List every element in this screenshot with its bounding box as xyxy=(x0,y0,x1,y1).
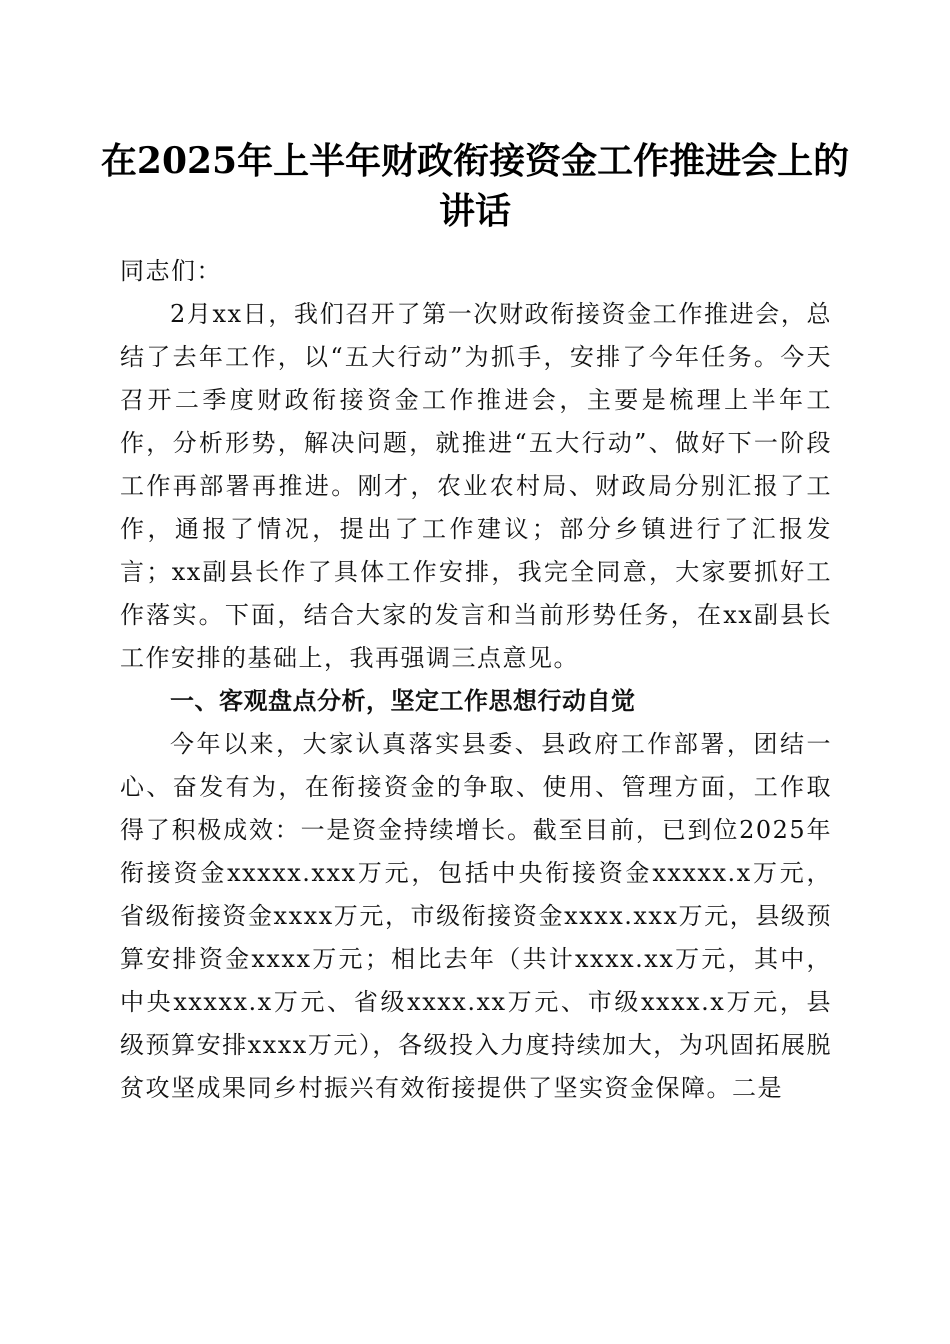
opening-paragraph: 2月xx日，我们召开了第一次财政衔接资金工作推进会，总结了去年工作，以“五大行动”为抓手，安排了今年任务。今天召开二季度财政衔接资金工作推进会，主要是梳理上半年工作，分析形势，解决问题，就推进“五大行动”、做好下一阶段工作再部署再推进。刚才，农业农村局、财政局分别汇报了工作，通报了情况，提出了工作建议；部分乡镇进行了汇报发言；xx副县长作了具体工作安排，我完全同意，大家要抓好工作落实。下面，结合大家的发言和当前形势任务，在xx副县长工作安排的基础上，我再强调三点意见。 xyxy=(120,300,832,672)
section-heading: 一、客观盘点分析，坚定工作思想行动自觉 xyxy=(170,687,636,715)
document-title: 在2025年上半年财政衔接资金工作推进会上的讲话 xyxy=(100,140,850,232)
document-body xyxy=(120,250,832,1110)
salutation: 同志们： xyxy=(120,257,222,285)
section-paragraph: 今年以来，大家认真落实县委、县政府工作部署，团结一心、奋发有为，在衔接资金的争取、使用、管理方面，工作取得了积极成效：一是资金持续增长。截至目前，已到位2025年衔接资金xxxxx.xxx万元，包括中央衔接资金xxxxx.x万元，省级衔接资金xxxx万元，市级衔接资金xxxx.xxx万元，县级预算安排资金xxxx万元；相比去年（共计xxxx.xx万元，其中，中央xxxxx.x万元、省级xxxx.xx万元、市级xxxx.x万元，县级预算安排xxxx万元），各级投入力度持续加大，为巩固拓展脱贫攻坚成果同乡村振兴有效衔接提供了坚实资金保障。二是 xyxy=(120,730,832,1102)
